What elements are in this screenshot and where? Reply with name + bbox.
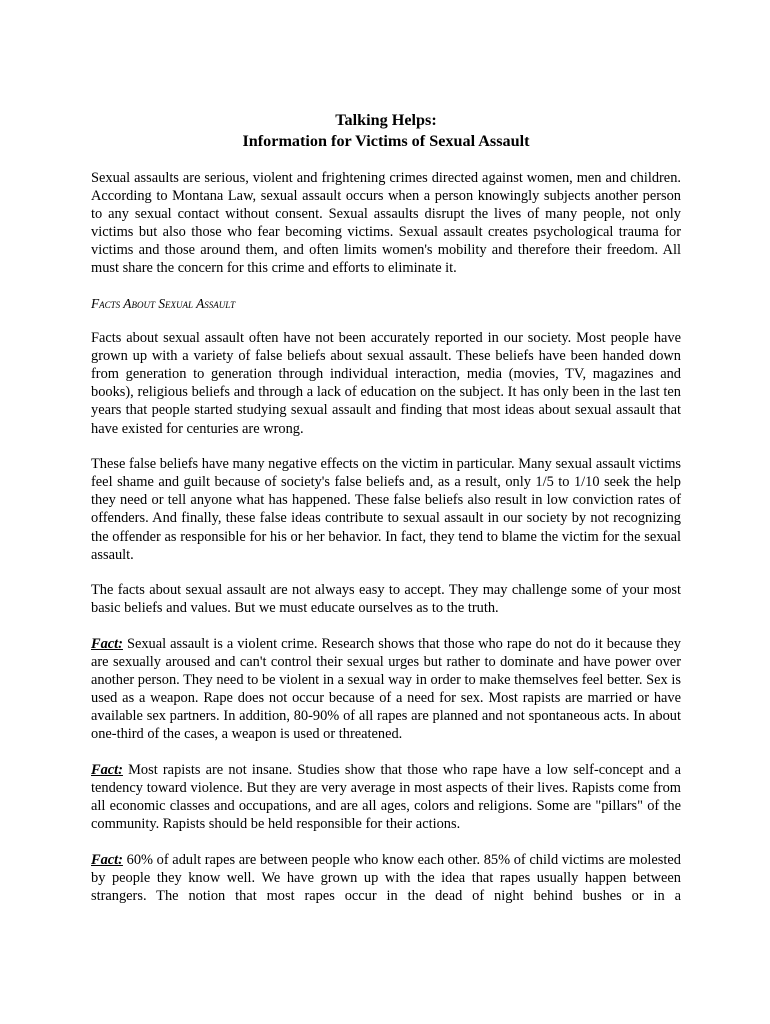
fact-paragraph	[91, 761, 681, 833]
document-page	[91, 110, 681, 923]
fact-label: Fact:	[91, 851, 123, 868]
body-paragraph: Facts about sexual assault often have not been accurately reported in our society. Most people have grown up with a variety of false beliefs about sexual assault. These beliefs have been handed down from generation to generation through individual interaction, media (movies, TV, magazines and books), religious beliefs and through a lack of education on the subject. It has only been in the last ten years that people started studying sexual assault and finding that most ideas about sexual assault that have existed for centuries are wrong.	[91, 330, 681, 437]
fact-text: Most rapists are not insane. Studies show that those who rape have a low self-concept and a tendency toward violence. But they are very average in most aspects of their lives. Rapists come from all economic classes and occupations, and are all ages, colors and religions. Some are "pillars" of the community. Rapists should be held responsible for their actions.	[91, 761, 681, 833]
body-paragraph: These false beliefs have many negative effects on the victim in particular. Many sexual assault victims feel shame and guilt because of society's false beliefs and, as a result, only 1/5 to 1/10 seek the help they need or tell anyone what has happened. These false beliefs also result in low conviction rates of offenders. And finally, these false ideas contribute to sexual assault in our society by not recognizing the offender as responsible for his or her behavior. In fact, they tend to blame the victim for the sexual assault.	[91, 456, 681, 563]
fact-label: Fact:	[91, 761, 123, 778]
title-line-1: Talking Helps:	[335, 111, 437, 129]
title-line-2: Information for Victims of Sexual Assault	[242, 132, 530, 150]
fact-text: 60% of adult rapes are between people who know each other. 85% of child victims are molested by people they know well. We have grown up with the idea that rapes usually happen between strangers. The notion that most rapes occur in the dead of night behind bushes or in a	[91, 851, 681, 904]
fact-label: Fact:	[91, 635, 123, 652]
fact-text: Sexual assault is a violent crime. Research shows that those who rape do not do it because they are sexually aroused and can't control their sexual urges but rather to dominate and have power over another person. They need to be violent in a sexual way in order to make themselves feel better. Sex is used as a weapon. Rape does not occur because of a need for sex. Most rapists are married or have available sex partners. In addition, 80-90% of all rapes are planned and not spontaneous acts. In about one-third of the cases, a weapon is used or threatened.	[91, 635, 681, 743]
fact-paragraph	[91, 635, 681, 744]
body-paragraph: The facts about sexual assault are not always easy to accept. They may challenge some of your most basic beliefs and values. But we must educate ourselves as to the truth.	[91, 582, 681, 617]
fact-paragraph	[91, 851, 681, 905]
section-heading: Facts About Sexual Assault	[91, 296, 236, 312]
intro-paragraph: Sexual assaults are serious, violent and frightening crimes directed against women, men and children. According to Montana Law, sexual assault occurs when a person knowingly subjects another person to any sexual contact without consent. Sexual assaults disrupt the lives of many people, not only victims but also those who fear becoming victims. Sexual assault creates psychological trauma for victims and those around them, and often limits women's mobility and therefore their freedom. All must share the concern for this crime and efforts to eliminate it.	[91, 170, 681, 277]
document-title	[91, 110, 681, 152]
